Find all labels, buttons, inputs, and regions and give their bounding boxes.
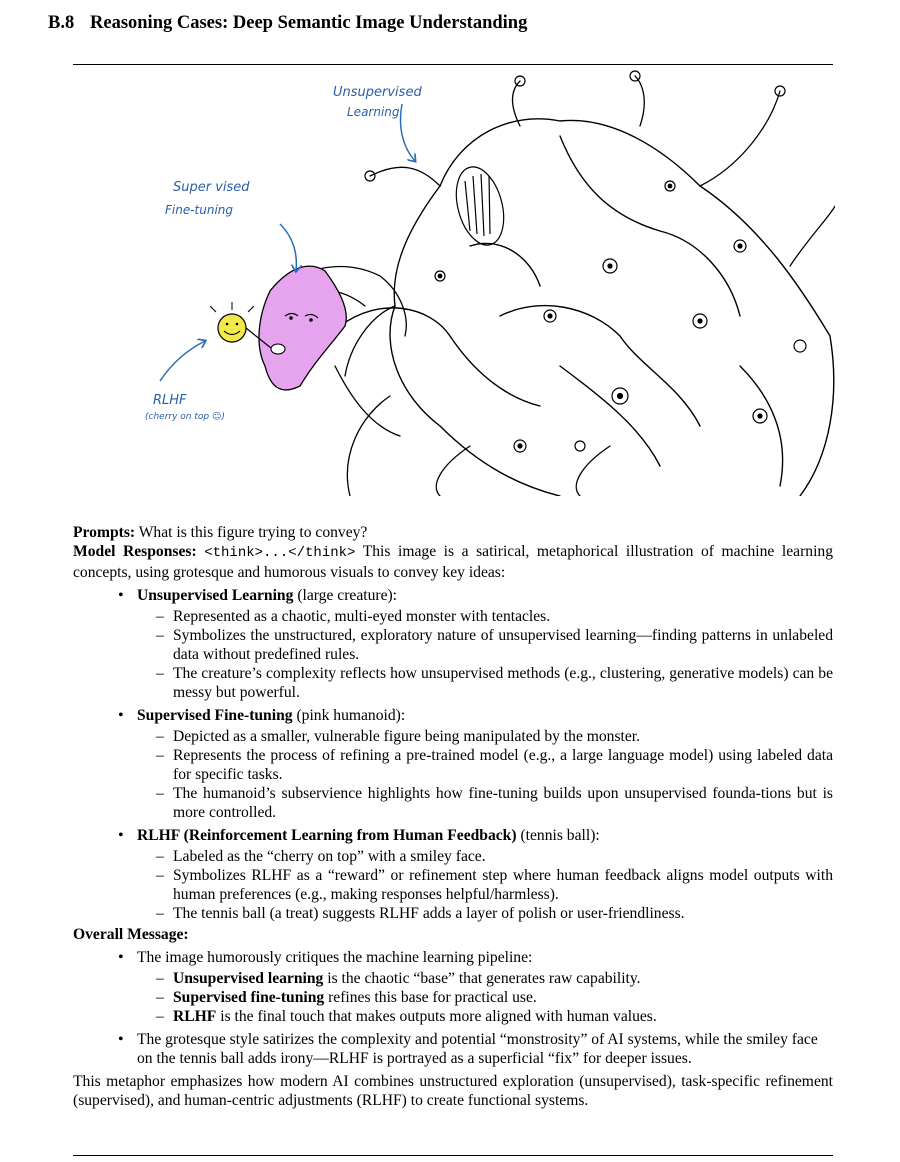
monster-body (340, 119, 834, 496)
item-point: – The tennis ball (a treat) suggests RLHF adds a layer of polish or user-friendliness. (137, 904, 833, 923)
overall-bullet (73, 1030, 833, 1068)
overall-items (73, 948, 833, 1068)
overall-subs (137, 969, 833, 1026)
prompt-text: What is this figure trying to convey? (138, 524, 368, 541)
overall-sub (137, 988, 833, 1007)
closing-paragraph: This metaphor emphasizes how modern AI combines unstructured exploration (unsupervised), task-specific refinement (supervised), and human-centric adjustments (RLHF) to create functional systems. (73, 1073, 833, 1109)
label-unsupervised-2: Learning (347, 105, 400, 119)
item-sft (73, 706, 833, 822)
item-suffix: (large creature): (297, 587, 398, 604)
response-intro (73, 542, 833, 582)
item-point: – Symbolizes RLHF as a “reward” or refinement step where human feedback aligns model outputs with human preferences (e.g., making responses helpful/harmless). (137, 866, 833, 904)
overall-bullet-text: The grotesque style satirizes the complexity and potential “monstrosity” of AI systems, while the smiley face on the tennis ball adds irony—RLHF is portrayed as a superficial “fix” for deeper issues. (137, 1031, 818, 1067)
item-title: Supervised Fine-tuning (137, 707, 293, 724)
overall-heading (73, 925, 833, 944)
item-point: – Labeled as the “cherry on top” with a smiley face. (137, 847, 833, 866)
think-tag: <think>...</think> (204, 545, 356, 561)
monster-eyes (365, 71, 806, 452)
item-unsupervised (73, 586, 833, 702)
section-number: B.8 (48, 13, 75, 33)
item-point: – The humanoid’s subservience highlights how fine-tuning builds upon unsupervised founda-tions but is more controlled. (137, 784, 833, 822)
item-suffix: (tennis ball): (520, 827, 600, 844)
item-point: – Symbolizes the unstructured, exploratory nature of unsupervised learning—finding patterns in unlabeled data without predefined rules. (137, 626, 833, 664)
prompt-label: Prompts: (73, 524, 136, 541)
item-title: Unsupervised Learning (137, 587, 294, 604)
sub-text: is the chaotic “base” that generates raw capability. (327, 970, 641, 987)
pink-humanoid (259, 266, 346, 390)
monster-mouth (448, 162, 511, 251)
monster-tentacles (290, 76, 835, 496)
item-points (137, 607, 833, 702)
sub-bold: Supervised fine-tuning (173, 989, 325, 1006)
item-point: – Depicted as a smaller, vulnerable figure being manipulated by the monster. (137, 727, 833, 746)
bottom-rule (73, 1155, 833, 1156)
overall-bullet (73, 948, 833, 1026)
item-point: – Represents the process of refining a pre-trained model (e.g., a large language model) using labeled data for specific tasks. (137, 746, 833, 784)
overall-label: Overall Message: (73, 926, 189, 943)
item-suffix: (pink humanoid): (296, 707, 406, 724)
label-rlhf: RLHF (153, 393, 187, 408)
body-text (73, 523, 833, 1110)
response-intro-text: This image is a satirical, metaphorical illustration of machine learning concepts, using grotesque and humorous visuals to convey key ideas: (73, 543, 834, 581)
sub-bold: RLHF (173, 1008, 217, 1025)
shoggoth-figure (140, 66, 835, 496)
label-sft-2: Fine-tuning (165, 203, 234, 217)
overall-bullet-text: The image humorously critiques the machine learning pipeline: (137, 949, 533, 966)
sub-bold: Unsupervised learning (173, 970, 324, 987)
sub-text: refines this base for practical use. (328, 989, 537, 1006)
overall-sub (137, 1007, 833, 1026)
item-points (137, 847, 833, 923)
section-heading (48, 13, 527, 34)
section-title: Reasoning Cases: Deep Semantic Image Understanding (90, 13, 528, 33)
label-sft-1: Super vised (173, 180, 250, 195)
item-rlhf (73, 826, 833, 923)
item-title: RLHF (Reinforcement Learning from Human Feedback) (137, 827, 517, 844)
response-label: Model Responses: (73, 543, 197, 560)
item-points (137, 727, 833, 822)
item-point: – The creature’s complexity reflects how unsupervised methods (e.g., clustering, generative models) can be messy but powerful. (137, 664, 833, 702)
top-rule (73, 64, 833, 65)
overall-sub (137, 969, 833, 988)
label-rlhf-note: (cherry on top ☺) (145, 412, 225, 422)
item-point: – Represented as a chaotic, multi-eyed monster with tentacles. (137, 607, 833, 626)
response-items (73, 586, 833, 923)
label-unsupervised-1: Unsupervised (333, 85, 422, 100)
sub-text: is the final touch that makes outputs more aligned with human values. (220, 1008, 657, 1025)
prompt-line (73, 523, 833, 542)
